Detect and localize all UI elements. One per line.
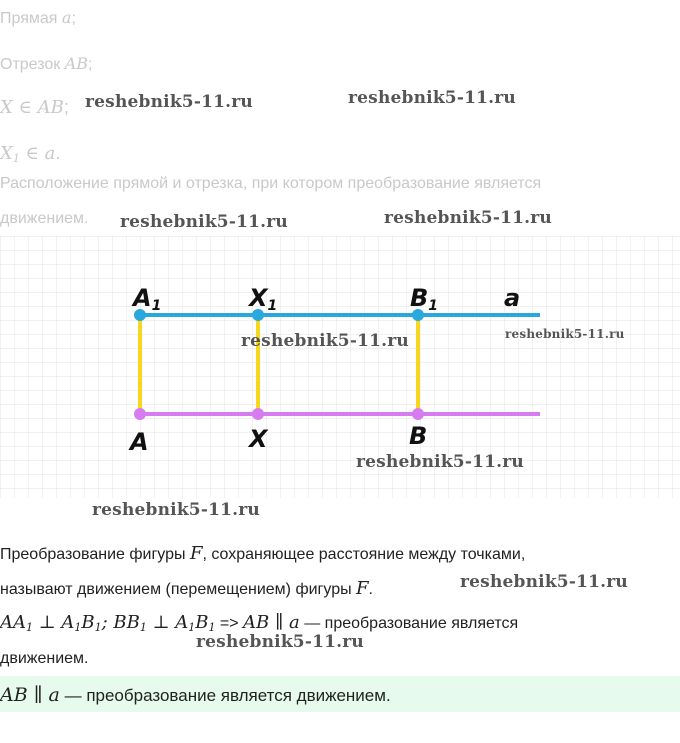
given-segment: [0, 54, 92, 74]
given-line-a-math: a: [61, 8, 72, 27]
sol-perp1: ⊥ A: [33, 612, 75, 633]
given-x-in-ab-math: X ∈ AB: [0, 97, 64, 118]
sol-arrow: =>: [215, 615, 244, 632]
point-a: [134, 408, 146, 420]
sol-b1b: B: [195, 612, 209, 633]
given-x1-sub: 1: [12, 152, 20, 165]
point-x: [252, 408, 264, 420]
grid-background: [0, 236, 680, 498]
definition-math-f1: F: [189, 543, 203, 564]
sol-sub-1: 1: [26, 621, 33, 634]
watermark: reshebnik5-11.ru: [460, 572, 628, 592]
watermark: reshebnik5-11.ru: [196, 632, 364, 652]
watermark: reshebnik5-11.ru: [85, 92, 253, 112]
sol-aa: AA: [0, 612, 26, 633]
given-x1-in-a: [0, 143, 60, 165]
given-segment-math: AB: [64, 54, 89, 73]
answer-math: AB ∥ a: [0, 684, 60, 706]
watermark: reshebnik5-11.ru: [356, 452, 524, 472]
definition-text-1b: , сохраняющее расстояние между точками,: [202, 546, 526, 563]
given-x1-suffix: .: [55, 143, 61, 163]
given-segment-suffix: ;: [88, 56, 93, 73]
task-line-1: Расположение прямой и отрезка, при котором преобразование является: [0, 175, 542, 192]
sol-sub-3: 1: [94, 621, 102, 634]
task-line-2: движением.: [0, 210, 89, 227]
sol-perp2: ⊥ A: [146, 612, 189, 633]
watermark: reshebnik5-11.ru: [505, 327, 625, 341]
sol-sub-6: 1: [208, 621, 216, 634]
sol-sub-4: 1: [139, 621, 147, 634]
definition-text-2a: называют движением (перемещением) фигуры: [0, 581, 357, 598]
sol-sub-2: 1: [74, 621, 82, 634]
watermark: reshebnik5-11.ru: [348, 88, 516, 108]
label-line-a: a: [504, 284, 521, 312]
solution-line-1: [0, 612, 518, 634]
given-x1-var: X: [0, 143, 13, 164]
solution-line-2: движением.: [0, 650, 89, 667]
definition-line-1: [0, 543, 525, 564]
given-line-a: [0, 8, 76, 28]
label-b: B: [409, 422, 428, 450]
geometry-figure: [0, 236, 680, 498]
label-x: X: [249, 425, 268, 453]
definition-text-2b: .: [368, 581, 373, 598]
sol-tail: — преобразование является: [299, 615, 519, 632]
answer-text: — преобразование является движением.: [59, 686, 391, 705]
given-segment-text: Отрезок: [0, 56, 65, 73]
watermark: reshebnik5-11.ru: [384, 208, 552, 228]
definition-text-1a: Преобразование фигуры: [0, 546, 190, 563]
sol-sep: ; BB: [101, 612, 140, 633]
label-a1: A1: [133, 284, 162, 314]
given-x1-rest: ∈ a: [19, 143, 56, 164]
sol-b1: B: [81, 612, 95, 633]
given-x-in-ab: [0, 97, 69, 118]
watermark: reshebnik5-11.ru: [120, 212, 288, 232]
point-b: [412, 408, 424, 420]
given-x-in-ab-suffix: ;: [63, 97, 69, 117]
given-line-a-text: Прямая: [0, 10, 62, 27]
definition-math-f2: F: [356, 578, 369, 599]
answer-line: [0, 684, 391, 706]
label-x1: X1: [249, 284, 278, 314]
given-line-a-suffix: ;: [71, 10, 76, 27]
label-b1: B1: [410, 284, 439, 314]
sol-sub-5: 1: [188, 621, 196, 634]
watermark: reshebnik5-11.ru: [92, 500, 260, 520]
sol-ab-parallel: AB ∥ a: [243, 612, 300, 633]
watermark: reshebnik5-11.ru: [241, 331, 409, 351]
definition-line-2: [0, 578, 373, 599]
label-a: A: [130, 428, 149, 456]
